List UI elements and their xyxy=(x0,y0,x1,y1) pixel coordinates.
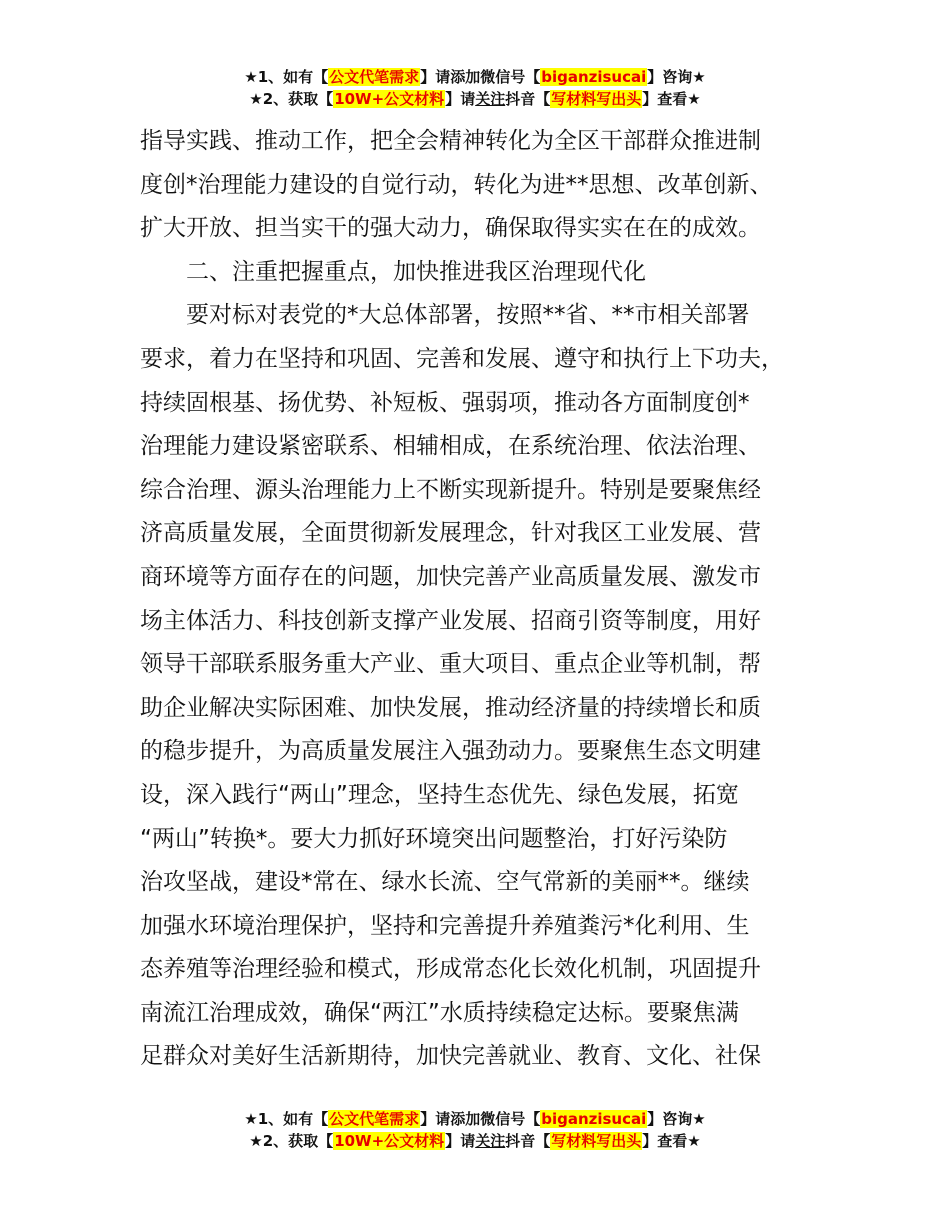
banner-text: ★2、获取【 xyxy=(249,1132,334,1150)
body-line: 综合治理、源头治理能力上不断实现新提升。特别是要聚焦经 xyxy=(140,476,761,503)
banner-text: 】咨询★ xyxy=(647,1110,706,1128)
banner-text: 】咨询★ xyxy=(647,68,706,86)
banner-text: 】查看★ xyxy=(642,90,701,108)
body-line: “两山”转换*。要大力抓好环境突出问题整治，打好污染防 xyxy=(140,825,728,852)
banner-text: ★2、获取【 xyxy=(249,90,334,108)
banner-highlight-materials: 10W+公文材料 xyxy=(334,1132,445,1150)
body-line: 济高质量发展，全面贯彻新发展理念，针对我区工业发展、营 xyxy=(140,520,761,547)
banner-highlight-account: 写材料写出头 xyxy=(551,1132,642,1150)
body-line: 要求，着力在坚持和巩固、完善和发展、遵守和执行上下功夫， xyxy=(140,345,784,372)
banner-highlight-materials: 10W+公文材料 xyxy=(334,90,445,108)
banner-text: 抖音【 xyxy=(505,90,551,108)
banner-line-1 xyxy=(0,66,950,88)
body-line: 领导干部联系服务重大产业、重大项目、重点企业等机制，帮 xyxy=(140,651,761,678)
body-line: 扩大开放、担当实干的强大动力，确保取得实实在在的成效。 xyxy=(140,215,761,242)
body-line: 指导实践、推动工作，把全会精神转化为全区干部群众推进制 xyxy=(140,128,761,154)
body-line: 场主体活力、科技创新支撑产业发展、招商引资等制度，用好 xyxy=(140,607,761,634)
banner-underline-follow: 关注 xyxy=(475,1132,506,1150)
banner-highlight-wechat-id: biganzisucai xyxy=(541,68,647,86)
banner-text: 】查看★ xyxy=(642,1132,701,1150)
body-line: 设，深入践行“两山”理念，坚持生态优先、绿色发展，拓宽 xyxy=(140,781,739,808)
body-line: 度创*治理能力建设的自觉行动，转化为进**思想、改革创新、 xyxy=(140,171,773,198)
banner-underline-follow: 关注 xyxy=(475,90,506,108)
header-banner xyxy=(0,66,950,110)
body-line: 态养殖等治理经验和模式，形成常态化长效化机制，巩固提升 xyxy=(140,956,761,983)
banner-highlight-service: 公文代笔需求 xyxy=(329,68,420,86)
banner-highlight-wechat-id: biganzisucai xyxy=(541,1110,647,1128)
body-line: 足群众对美好生活新期待，加快完善就业、教育、文化、社保 xyxy=(140,1043,761,1070)
banner-text: ★1、如有【 xyxy=(244,68,329,86)
footer-banner xyxy=(0,1108,950,1152)
banner-line-2 xyxy=(0,1130,950,1152)
banner-highlight-account: 写材料写出头 xyxy=(551,90,642,108)
banner-line-1 xyxy=(0,1108,950,1130)
banner-text: 抖音【 xyxy=(505,1132,551,1150)
body-line: 南流江治理成效，确保“两江”水质持续稳定达标。要聚焦满 xyxy=(140,999,739,1026)
banner-text: 】请 xyxy=(445,1132,476,1150)
body-line: 助企业解决实际困难、加快发展，推动经济量的持续增长和质 xyxy=(140,694,761,721)
banner-text: 】请 xyxy=(445,90,476,108)
body-line: 治攻坚战，建设*常在、绿水长流、空气常新的美丽**。继续 xyxy=(140,869,750,896)
body-line: 治理能力建设紧密联系、相辅相成，在系统治理、依法治理、 xyxy=(140,433,761,460)
banner-text: ★1、如有【 xyxy=(244,1110,329,1128)
banner-line-2 xyxy=(0,88,950,110)
document-body xyxy=(140,120,840,1079)
banner-text: 】请添加微信号【 xyxy=(420,68,541,86)
banner-text: 】请添加微信号【 xyxy=(420,1110,541,1128)
section-heading: 二、注重把握重点，加快推进我区治理现代化 xyxy=(186,258,646,285)
body-line: 加强水环境治理保护，坚持和完善提升养殖粪污*化利用、生 xyxy=(140,912,750,939)
body-line: 持续固根基、扬优势、补短板、强弱项，推动各方面制度创* xyxy=(140,389,750,416)
body-line: 的稳步提升，为高质量发展注入强劲动力。要聚焦生态文明建 xyxy=(140,738,761,765)
banner-highlight-service: 公文代笔需求 xyxy=(329,1110,420,1128)
body-line: 商环境等方面存在的问题，加快完善产业高质量发展、激发市 xyxy=(140,563,761,590)
paragraph-first-line: 要对标对表党的*大总体部署，按照**省、**市相关部署 xyxy=(186,302,750,329)
